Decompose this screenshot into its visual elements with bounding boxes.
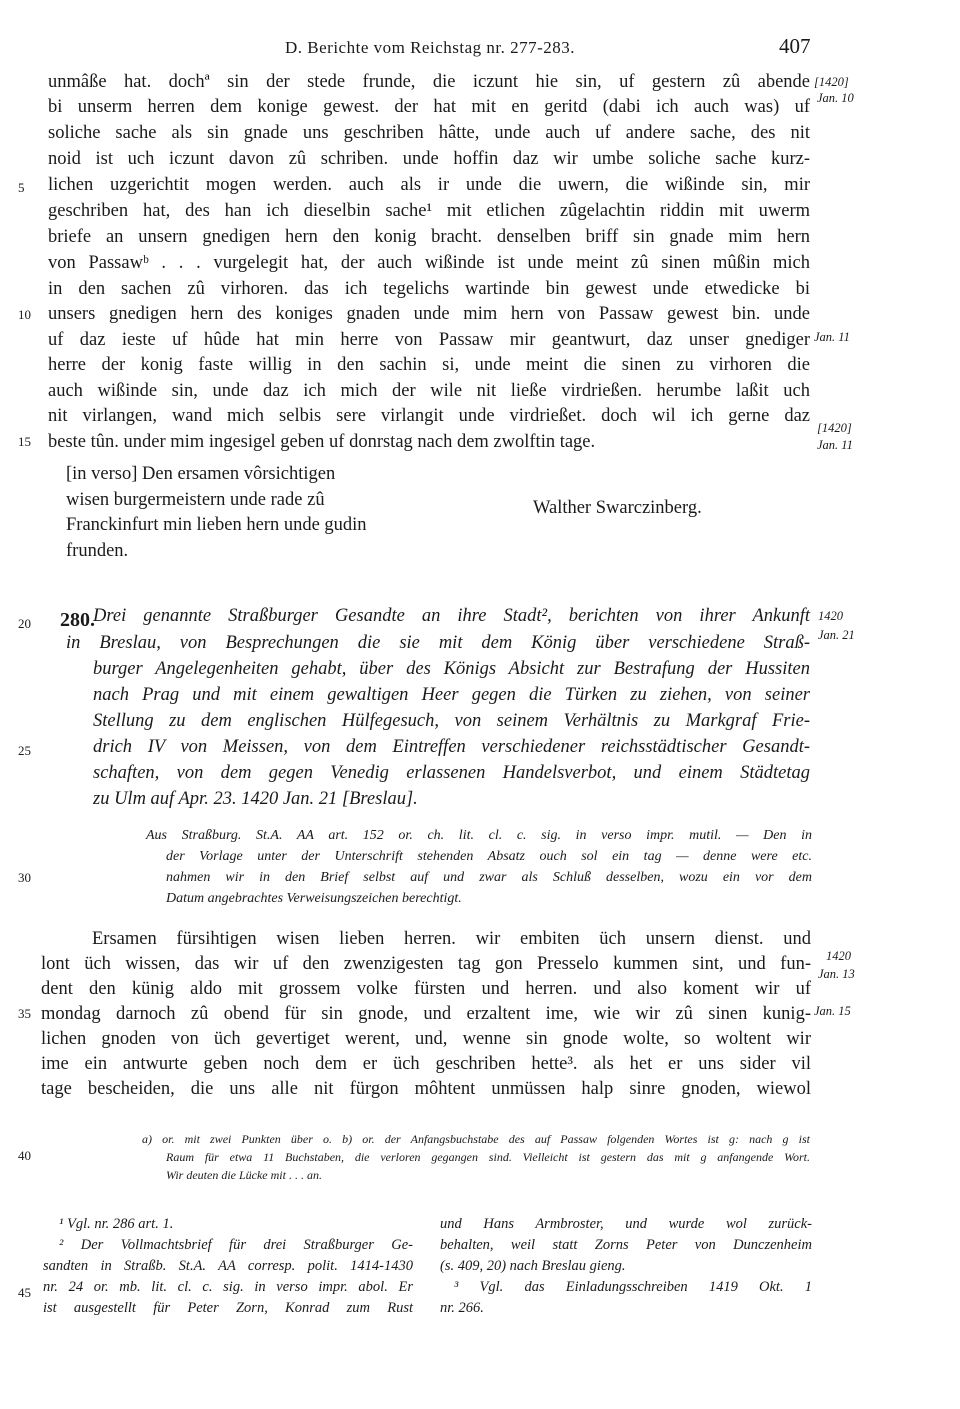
entry-summary-line: Stellung zu dem englischen Hülfegesuch, von seinem Verhältnis zu Markgraf Frie- <box>93 711 810 731</box>
entry-summary-line: Drei genannte Straßburger Gesandte an ihre Stadt², berichten von ihrer Ankunft <box>93 606 810 626</box>
line-number: 35 <box>18 1006 31 1021</box>
line-number: 20 <box>18 616 31 631</box>
body-line: Ersamen fürsihtigen wisen lieben herren. wir embiten üch unsern dienst. und <box>92 929 811 949</box>
footnote-line: und Hans Armbroster, und wurde wol zurück- <box>440 1216 812 1232</box>
letter-line: unmâße hat. dochª sin der stede frunde, die iczunt hie sin, uf gestern zû abende <box>48 72 810 92</box>
entry-summary-line: burger Angelegenheiten gehabt, über des Königs Absicht zur Bestrafung der Hussiten <box>93 659 810 679</box>
letter-line: lichen uzgerichtit mogen werden. auch als ir unde die uwern, die wißinde sin, mir <box>48 175 810 195</box>
margin-date: Jan. 10 <box>817 91 854 105</box>
letter-line: bi unserm herren dem konige gewest. der hat mit en geritd (dabi ich auch was) uf <box>48 97 810 117</box>
line-number: 40 <box>18 1148 31 1163</box>
footnote-line: ist ausgestellt für Peter Zorn, Konrad zum Rust <box>43 1300 413 1316</box>
body-line: mondag darnoch zû obend für sin gnode, und erzaltent ime, wie wir zû sinen kunig- <box>41 1004 811 1024</box>
body-line: tage bescheiden, die uns alle nit fürgon môhtent unmüssen halp sinre gnoden, wiewol <box>41 1079 811 1099</box>
margin-date: 1420 <box>818 609 843 623</box>
critical-note-line: a) or. mit zwei Punkten über o. b) or. der Anfangsbuchstabe des auf Passaw folgenden Wortes ist g: nach g ist <box>142 1132 810 1146</box>
letter-line: auch wißinde sin, unde daz ich mich der wile nit ließe virdrießen. herumbe laßit uch <box>48 381 810 401</box>
page-header <box>0 34 960 62</box>
source-note-line: nahmen wir in den Brief selbst auf und zwar als Schluß desselben, wozu ein vor dem <box>166 870 812 885</box>
body-line: lichen gnoden von üch gevertiget werent, und, wenne sin gnode wolte, so woltent wir <box>41 1029 811 1049</box>
letter-line: beste tûn. under mim ingesigel geben uf donrstag nach dem zwolftin tage. <box>48 432 596 452</box>
margin-date: [1420] <box>817 421 852 435</box>
letter-line: von Passawᵇ . . . vurgelegit hat, der auch wißinde ist unde meint zû sinen mûßin mich <box>48 253 810 273</box>
entry-summary-line: zu Ulm auf Apr. 23. 1420 Jan. 21 [Breslau]. <box>93 789 418 809</box>
footnote-line: nr. 266. <box>440 1300 484 1316</box>
critical-note-line: Wir deuten die Lücke mit . . . an. <box>166 1168 322 1182</box>
footnotes-left <box>43 1216 413 1326</box>
margin-date: [1420] <box>814 75 849 89</box>
letter-line: noid ist uch iczunt davon zû schriben. unde hoffin daz wir umbe soliche sache kurz- <box>48 149 810 169</box>
letter-line: in den sachen zû virhoren. das ich tegelichs wartinde bin gewest unde etwedicke bi <box>48 279 810 299</box>
margin-date: Jan. 13 <box>818 967 855 981</box>
body-line: ime ein antwurte geben noch dem er üch geschriben hette³. als het er uns sider vil <box>41 1054 811 1074</box>
source-note-line: der Vorlage unter der Unterschrift stehenden Absatz ouch sol ein tag — denne were etc. <box>166 849 812 864</box>
running-head: D. Berichte vom Reichstag nr. 277-283. <box>285 38 576 57</box>
footnote-line: ³ Vgl. das Einladungsschreiben 1419 Okt. 1 <box>454 1279 812 1295</box>
entry-summary-line: drich IV von Meissen, von dem Eintreffen verschiedener reichsstädtischer Gesandt- <box>93 737 810 757</box>
footnote-line: nr. 24 or. mb. lit. cl. c. sig. in verso impr. abol. Er <box>43 1279 413 1295</box>
margin-date: Jan. 21 <box>818 628 855 642</box>
line-number: 15 <box>18 434 31 449</box>
source-note-line: Aus Straßburg. St.A. AA art. 152 or. ch. lit. cl. c. sig. in verso impr. mutil. — Den in <box>146 828 812 843</box>
address-line: frunden. <box>66 540 129 561</box>
letter-line: nit virlangen, wand mich selbis sere virlangit unde virdrießet. doch wil ich gerne daz <box>48 406 810 426</box>
line-number: 25 <box>18 743 31 758</box>
footnote-line: ² Der Vollmachtsbrief für drei Straßburger Ge- <box>59 1237 413 1253</box>
page-number: 407 <box>779 34 811 58</box>
letter-line: uf daz ieste uf hûde hat min herre von Passaw mir geantwurt, daz unser gnediger <box>48 330 810 350</box>
entry-number: 280. <box>60 609 95 631</box>
entry-summary-line: nach Prag und mit einem gewaltigen Heer gegen die Türken zu ziehen, von seiner <box>93 685 810 705</box>
letter-line: soliche sache als sin gnade uns geschriben hâtte, unde auch uf andere sache, des nit <box>48 123 810 143</box>
margin-date: Jan. 11 <box>817 438 853 452</box>
margin-date: Jan. 15 <box>814 1004 851 1018</box>
letter-line: herre der konig faste willig in den sachin si, unde meint die sinen zu virhoren die <box>48 355 810 375</box>
footnote-line: sandten in Straßb. St.A. AA corresp. polit. 1414-1430 <box>43 1258 413 1274</box>
letter-line: geschriben hat, des han ich dieselbin sache¹ mit etlichen zûgelachtin riddin mit uwerm <box>48 201 810 221</box>
body-line: lont üch wissen, das wir uf den zwenzigesten tag gon Presselo kummen sint, und fun- <box>41 954 811 974</box>
margin-date: 1420 <box>826 949 851 963</box>
address-line: wisen burgermeistern unde rade zû <box>66 489 325 510</box>
footnote-line: behalten, weil statt Zorns Peter von Dunczenheim <box>440 1237 812 1253</box>
address-line: Franckinfurt min lieben hern unde gudin <box>66 515 367 535</box>
letter-line: briefe an unsern gnedigen hern den konig bracht. denselben briff sin gnade mim hern <box>48 227 810 247</box>
line-number: 10 <box>18 307 31 322</box>
critical-note-line: Raum für etwa 11 Buchstaben, die verloren gegangen sind. Vielleicht ist gestern das mit g anfangende Wort. <box>166 1150 810 1164</box>
footnotes-right <box>440 1216 812 1326</box>
entry-summary-line: schaften, von dem gegen Venedig erlassenen Handelsverbot, und einem Städtetag <box>93 763 810 783</box>
address-block <box>66 462 426 564</box>
line-number: 5 <box>18 180 25 195</box>
margin-date: Jan. 11 <box>814 330 850 344</box>
source-note-line: Datum angebrachtes Verweisungszeichen berechtigt. <box>166 891 462 906</box>
footnote-line: (s. 409, 20) nach Breslau gieng. <box>440 1258 626 1274</box>
line-number: 45 <box>18 1285 31 1300</box>
line-number: 30 <box>18 870 31 885</box>
signature: Walther Swarczinberg. <box>533 498 702 518</box>
letter-line: unsers gnedigen hern des koniges gnaden unde mim hern von Passaw gewest bin. unde <box>48 304 810 324</box>
body-line: dent den künig aldo mit grossem volke fürsten und herren. und also koment wir uf <box>41 979 811 999</box>
footnote-line: ¹ Vgl. nr. 286 art. 1. <box>59 1216 174 1232</box>
address-line: [in verso] Den ersamen vôrsichtigen <box>66 464 336 484</box>
entry-summary-line: in Breslau, von Besprechungen die sie mit dem König über verschiedene Straß- <box>66 633 810 653</box>
